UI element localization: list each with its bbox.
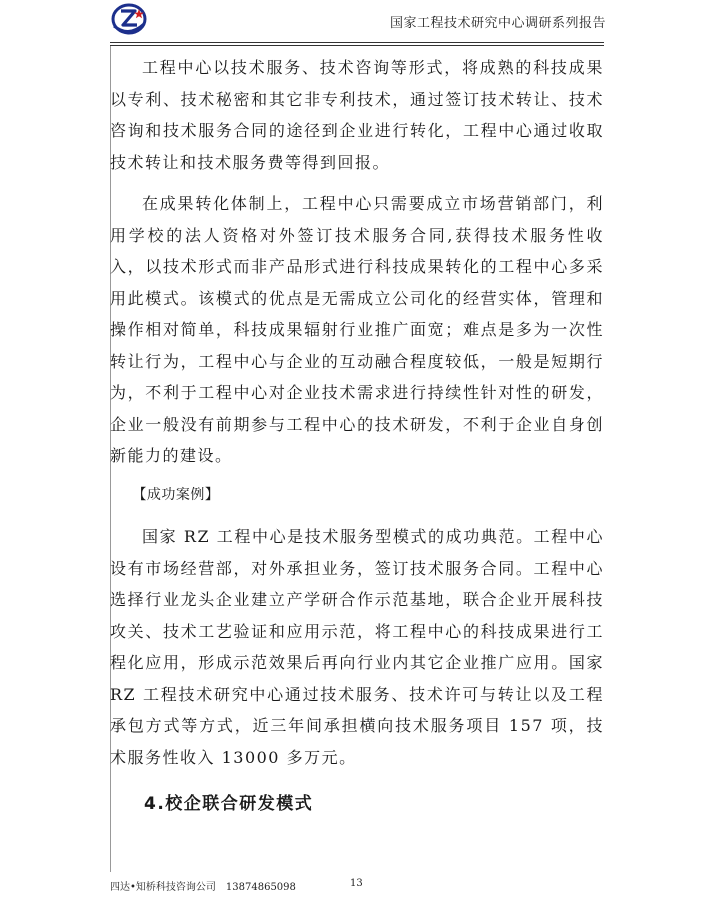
header-rule-thick: [110, 45, 604, 46]
document-body: [110, 52, 604, 821]
header-title: 国家工程技术研究中心调研系列报告: [389, 16, 606, 31]
header-rule-thin: [110, 42, 604, 43]
footer-phone: 13874865098: [225, 882, 296, 893]
paragraph-conversion-mechanism: 在成果转化体制上，工程中心只需要成立市场营销部门，利用学校的法人资格对外签订技术服务合同,获得技术服务性收入，以技术形式而非产品形式进行科技成果转化的工程中心多采用此模式。该模式的优点是无需成立公司化的经营实体，管理和操作相对简单，科技成果辐射行业推广面宽；难点是多为一次性转让行为，工程中心与企业的互动融合程度较低，一般是短期行为，不利于工程中心对企业技术需求进行持续性针对性的研发，企业一般没有前期参与工程中心的技术研发，不利于企业自身创新能力的建设。: [110, 194, 604, 465]
page-number: 13: [350, 878, 363, 889]
company-logo-icon: [110, 2, 148, 36]
case-label: 【成功案例】: [132, 486, 220, 503]
page-footer: [110, 878, 363, 893]
footer-company: 四达•知桥科技咨询公司: [110, 882, 216, 893]
paragraph-case-study: 国家 RZ 工程中心是技术服务型模式的成功典范。工程中心设有市场经营部，对外承担业务，签订技术服务合同。工程中心选择行业龙头企业建立产学研合作示范基地，联合企业开展科技攻关、技术工艺验证和应用示范，将工程中心的科技成果进行工程化应用，形成示范效果后再向行业内其它企业推广应用。国家 RZ 工程技术研究中心通过技术服务、技术许可与转让以及工程承包方式等方式，近三年间承担横向技术服务项目 157 项，技术服务性收入 13000 多万元。: [110, 527, 604, 767]
section-heading: 4.校企联合研发模式: [144, 794, 314, 814]
paragraph-tech-service-intro: 工程中心以技术服务、技术咨询等形式，将成熟的科技成果以专利、技术秘密和其它非专利技术，通过签订技术转让、技术咨询和技术服务合同的途径到企业进行转化，工程中心通过收取技术转让和技术服务费等得到回报。: [110, 58, 604, 172]
